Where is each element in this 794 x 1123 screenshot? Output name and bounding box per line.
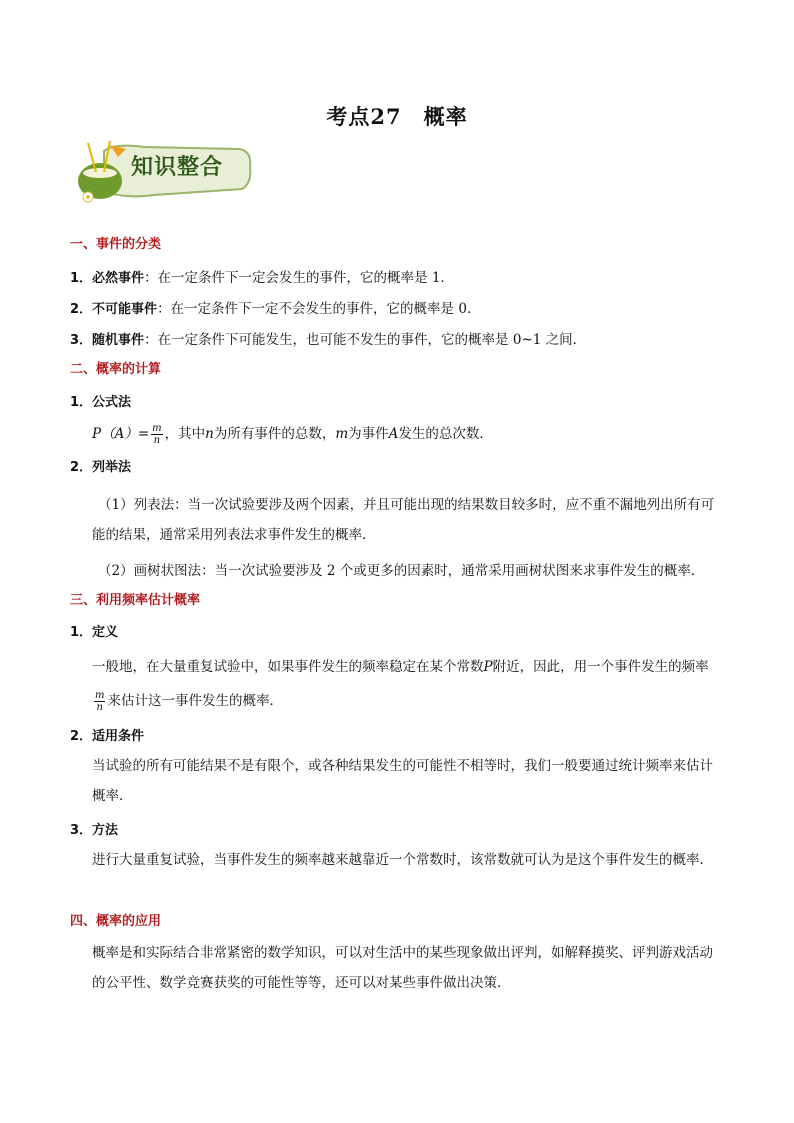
- fraction-m-over-n: $\frac{m}{n}$: [95, 690, 105, 713]
- paragraph-tree-method: （2）画树状图法：当一次试验要涉及 2 个或更多的因素时，通常采用画树状图来求事件发生的概率．: [98, 563, 705, 579]
- fraction-m-over-n: $\frac{m}{n}$: [152, 423, 162, 446]
- section-heading-3: 三、利用频率估计概率: [70, 593, 201, 608]
- subheading-formula: 1．公式法: [70, 395, 132, 410]
- paragraph-conditions: 当试验的所有可能结果不是有限个，或各种结果发生的可能性不相等时，我们一般要通过统计频率来估计概率．: [92, 758, 713, 804]
- paragraph-list-method: （1）列表法：当一次试验要涉及两个因素，并且可能出现的结果数目较多时，应不重不漏地列出所有可能的结果，通常采用列表法求事件发生的概率．: [92, 497, 715, 543]
- paragraph-method: 进行大量重复试验，当事件发生的频率越来越靠近一个常数时，该常数就可认为是这个事件发生的概率．: [92, 852, 713, 868]
- item-random-event: 3．随机事件：在一定条件下可能发生，也可能不发生的事件，它的概率是 0~1 之间．: [70, 332, 587, 348]
- section-heading-1: 一、事件的分类: [70, 237, 162, 252]
- paragraph-application: 概率是和实际结合非常紧密的数学知识，可以对生活中的某些现象做出评判，如解释摸奖、评判游戏活动的公平性、数学竞赛获奖的可能性等等，还可以对某些事件做出决策．: [92, 945, 713, 991]
- item-certain-event: 1．必然事件：在一定条件下一定会发生的事件，它的概率是 1．: [70, 270, 454, 286]
- subheading-definition: 1．定义: [70, 625, 119, 640]
- paragraph-definition: 一般地，在大量重复试验中，如果事件发生的频率稳定在某个常数P附近，因此，用一个事件发生的频率 $\frac{m}{n}$ 来估计这一事件发生的概率．: [92, 659, 709, 713]
- section-heading-2: 二、概率的计算: [70, 362, 162, 377]
- subheading-conditions: 2．适用条件: [70, 729, 145, 744]
- item-impossible-event: 2．不可能事件：在一定条件下一定不会发生的事件，它的概率是 0．: [70, 301, 481, 317]
- knowledge-badge: [74, 139, 254, 205]
- page-title: 考点27 概率: [326, 104, 468, 129]
- section-heading-4: 四、概率的应用: [70, 914, 162, 929]
- subheading-enumeration: 2．列举法: [70, 460, 132, 475]
- badge-label: 知识整合: [130, 155, 223, 180]
- probability-formula: P（A）= $\frac{m}{n}$ ，其中n为所有事件的总数，m为事件A发生的总次数．: [92, 423, 493, 446]
- subheading-method: 3．方法: [70, 823, 119, 838]
